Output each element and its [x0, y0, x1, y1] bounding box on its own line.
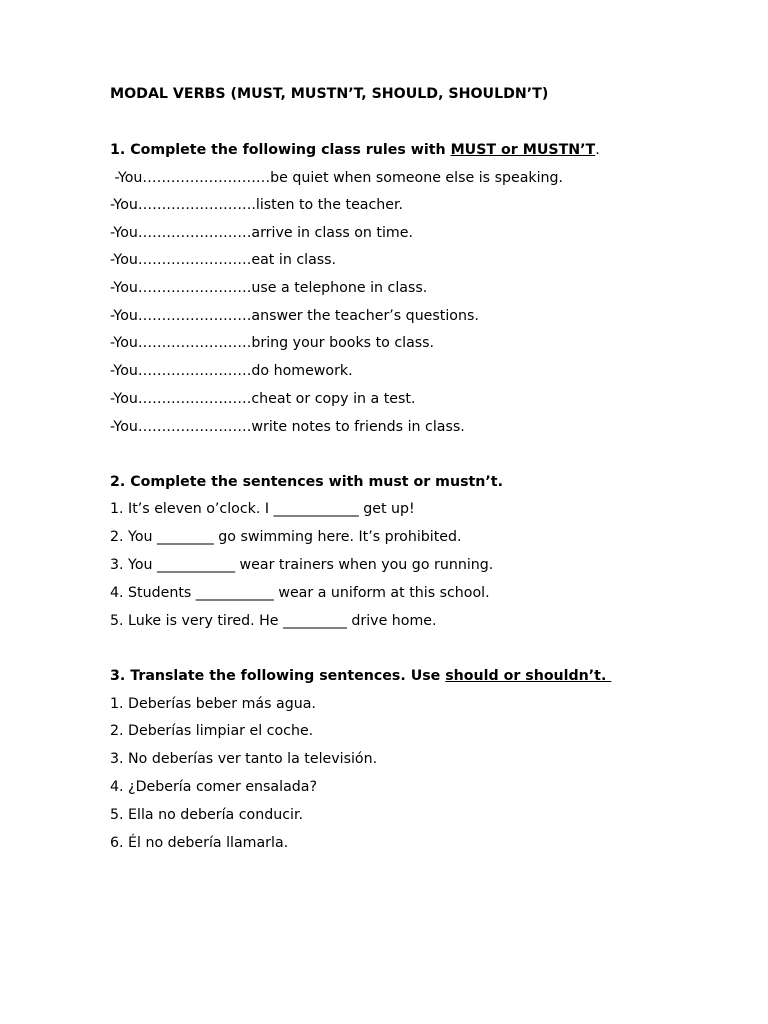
section1-heading-underlined: MUST or MUSTN’T [450, 142, 596, 158]
section3-heading-text: 3. Translate the following sentences. Use [110, 668, 446, 684]
section3-item: 3. No deberías ver tanto la televisión. [110, 751, 378, 767]
section1-item: -You……………………arrive in class on time. [110, 225, 413, 241]
section1-item: -You………………………be quiet when someone else is speaking. [110, 170, 564, 186]
section3-item: 1. Deberías beber más agua. [110, 696, 316, 712]
section2-item: 2. You ________ go swimming here. It’s prohibited. [110, 529, 462, 545]
section2-heading: 2. Complete the sentences with must or mustn’t. [110, 474, 503, 490]
section2-item: 3. You ___________ wear trainers when you go running. [110, 557, 494, 573]
section1-item: -You……………………cheat or copy in a test. [110, 391, 416, 407]
section1-item: -You……………………do homework. [110, 363, 353, 379]
section3-item: 5. Ella no debería conducir. [110, 807, 303, 823]
section3-item: 6. Él no debería llamarla. [110, 835, 289, 851]
worksheet-title: MODAL VERBS (MUST, MUSTN’T, SHOULD, SHOULDN’T) [110, 86, 549, 102]
section3-item: 4. ¿Debería comer ensalada? [110, 779, 317, 795]
section1-item: -You……………………write notes to friends in class. [110, 419, 465, 435]
section1-heading-period: . [595, 142, 600, 158]
section1-item: -You……………………eat in class. [110, 252, 337, 268]
section1-item: -You……………………bring your books to class. [110, 335, 435, 351]
section3-heading-underlined: should or shouldn’t. [445, 668, 612, 684]
section2-item: 1. It’s eleven o’clock. I ____________ get up! [110, 501, 415, 517]
section3-heading [110, 667, 611, 685]
section2-item: 5. Luke is very tired. He _________ drive home. [110, 613, 437, 629]
section1-item: -You…………………….listen to the teacher. [110, 197, 404, 213]
section1-item: -You……………………use a telephone in class. [110, 280, 428, 296]
section2-item: 4. Students ___________ wear a uniform at this school. [110, 585, 490, 601]
section3-item: 2. Deberías limpiar el coche. [110, 723, 314, 739]
section1-heading-text: 1. Complete the following class rules with [110, 142, 451, 158]
section1-heading [110, 141, 600, 159]
section1-item: -You……………………answer the teacher’s questions. [110, 308, 479, 324]
